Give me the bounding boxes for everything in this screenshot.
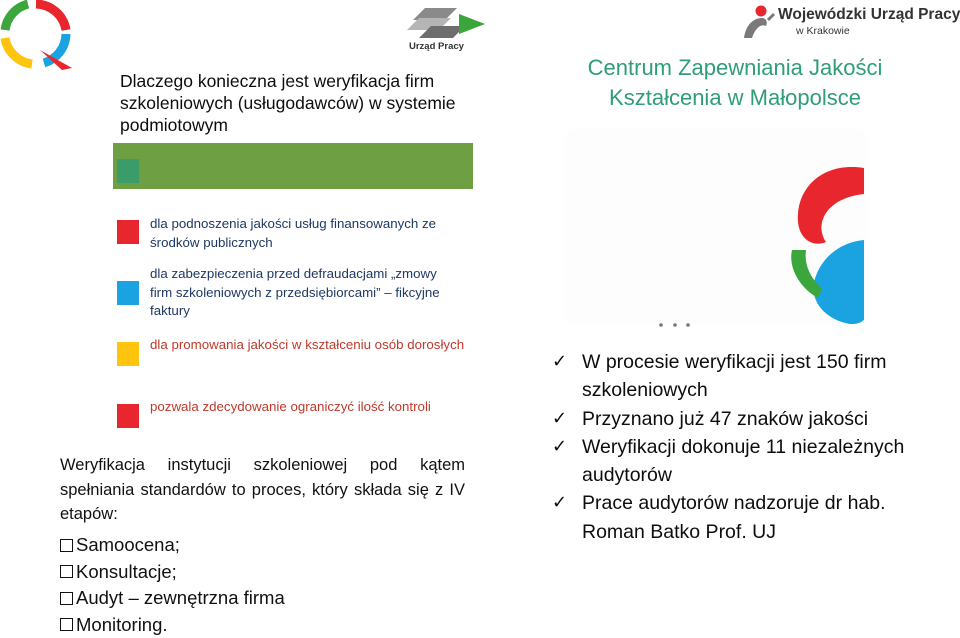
step-label: Konsultacje;: [76, 559, 177, 586]
checklist-text: Weryfikacji dokonuje 11 niezależnych audytorów: [582, 433, 932, 490]
large-quality-logo-icon: [564, 128, 868, 324]
reason-item-2: dla zabezpieczenia przed defraudacjami „zmowy firm szkoleniowych z przedsiębiorcami” – fikcyjne faktury: [150, 265, 450, 321]
checkmark-icon: ✓: [552, 433, 582, 490]
checklist-item: [552, 348, 932, 405]
checklist-text: W procesie weryfikacji jest 150 firm szkoleniowych: [582, 348, 932, 405]
step-item: [60, 559, 285, 586]
step-label: Samoocena;: [76, 532, 180, 559]
logo-dots-icon: [658, 322, 692, 328]
statistics-checklist: [552, 348, 932, 546]
reason-bullet-square-1: [117, 220, 139, 244]
checkbox-square-icon: [60, 565, 73, 578]
wup-logo-subtitle: w Krakowie: [796, 25, 850, 37]
checklist-item: [552, 433, 932, 490]
checkmark-icon: ✓: [552, 405, 582, 433]
checklist-item: [552, 489, 932, 546]
step-item: [60, 532, 285, 559]
reason-bullet-square-2: [117, 281, 139, 305]
green-bullet-square: [117, 159, 139, 183]
wup-figure-icon: [738, 4, 776, 40]
checklist-item: [552, 405, 932, 433]
reason-item-3: dla promowania jakości w kształceniu osób dorosłych: [150, 336, 470, 355]
step-item: [60, 585, 285, 612]
checkbox-square-icon: [60, 592, 73, 605]
checklist-text: Przyznano już 47 znaków jakości: [582, 405, 868, 433]
reason-bullet-square-3: [117, 342, 139, 366]
reason-item-1: dla podnoszenia jakości usług finansowanych ze środków publicznych: [150, 215, 470, 252]
step-label: Monitoring.: [76, 612, 168, 638]
checkmark-icon: ✓: [552, 348, 582, 405]
verification-paragraph: Weryfikacja instytucji szkoleniowej pod kątem spełniania standardów to proces, który składa się z IV etapów:: [60, 453, 465, 527]
checkmark-icon: ✓: [552, 489, 582, 546]
steps-list: [60, 532, 285, 638]
reason-bullet-square-4: [117, 404, 139, 428]
checklist-text: Prace audytorów nadzoruje dr hab. Roman Batko Prof. UJ: [582, 489, 932, 546]
step-item: [60, 612, 285, 638]
reason-item-4: pozwala zdecydowanie ograniczyć ilość kontroli: [150, 398, 440, 417]
step-label: Audyt – zewnętrzna firma: [76, 585, 285, 612]
wup-logo-title: Wojewódzki Urząd Pracy: [778, 6, 960, 24]
right-slide-title: Centrum Zapewniania Jakości Kształcenia w Małopolsce: [555, 53, 915, 113]
checkbox-square-icon: [60, 539, 73, 552]
urzad-pracy-emblem-icon: [405, 4, 490, 42]
urzad-pracy-logo: [405, 4, 490, 54]
quality-logo-card: [564, 128, 868, 324]
wup-krakow-logo: [738, 2, 960, 42]
urzad-pracy-logo-text: Urząd Pracy: [409, 41, 464, 52]
checkbox-square-icon: [60, 618, 73, 631]
quality-q-logo: [0, 0, 75, 70]
left-slide-title: Dlaczego konieczna jest weryfikacja firm szkoleniowych (usługodawców) w systemie podmiotowym: [120, 70, 460, 136]
green-banner: [113, 143, 473, 189]
